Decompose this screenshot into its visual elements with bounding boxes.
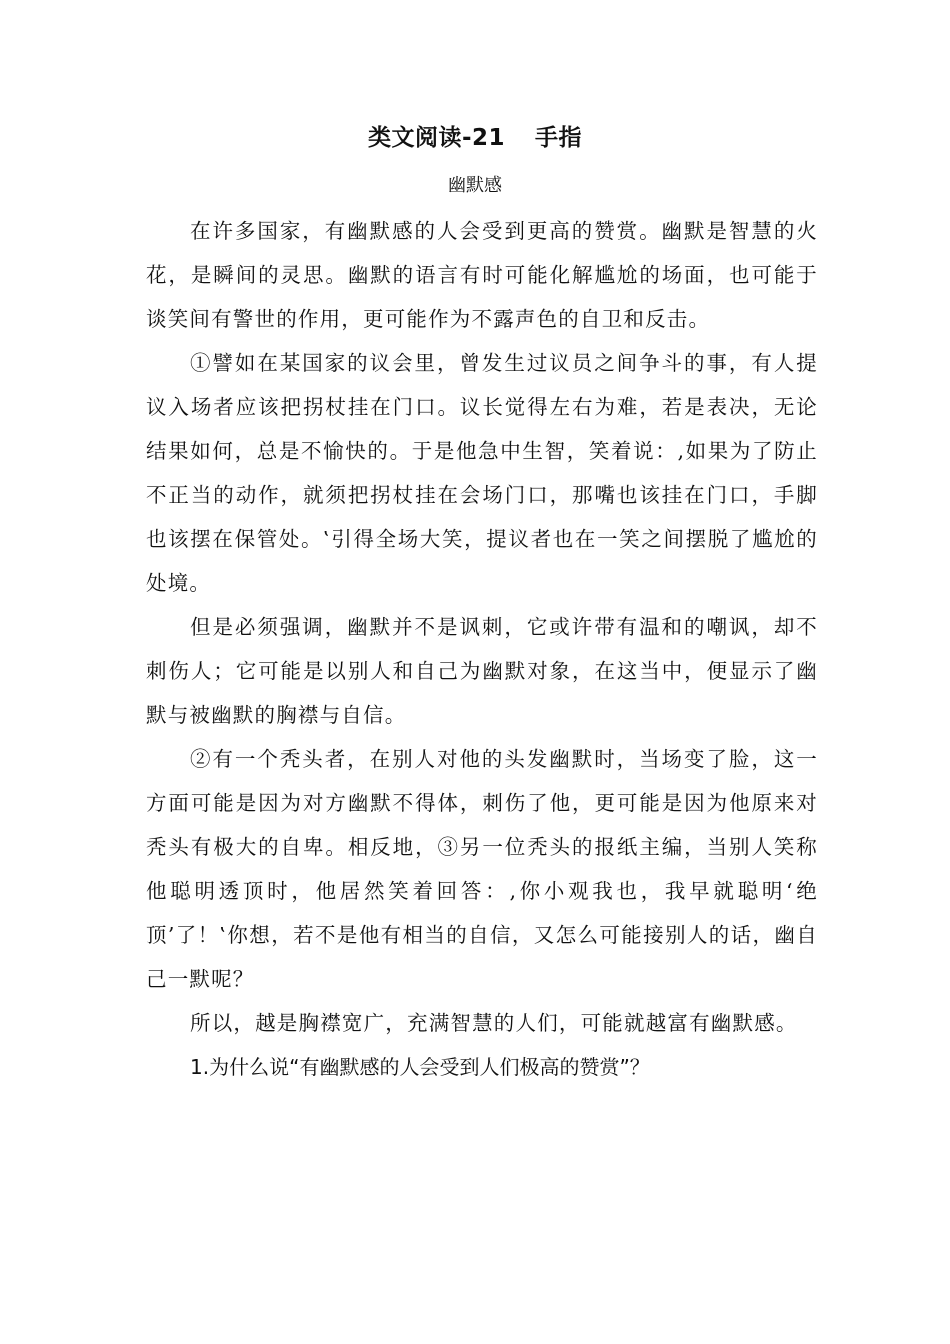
paragraph-example-2: ②有一个秃头者，在别人对他的头发幽默时，当场变了脸，这一方面可能是因为对方幽默不得体，刺伤了他，更可能是因为他原来对秃头有极大的自卑。相反地，③另一位秃头的报纸主编，当别人笑称他聪明透顶时，他居然笑着回答：‚你小观我也，我早就聪明‘绝顶’了！‛你想，若不是他有相当的自信，又怎么可能接别人的话，幽自己一默呢？: [146, 747, 818, 991]
title-main: 类文阅读-21: [367, 125, 506, 151]
paragraph-intro: 在许多国家，有幽默感的人会受到更高的赞赏。幽默是智慧的火花，是瞬间的灵思。幽默的语言有时可能化解尴尬的场面，也可能于谈笑间有警世的作用，更可能作为不露声色的自卫和反击。: [146, 219, 818, 331]
paragraph-conclusion: 所以，越是胸襟宽广，充满智慧的人们，可能就越富有幽默感。: [190, 1011, 798, 1035]
article-body: [146, 209, 818, 1089]
question-1: 1.为什么说“有幽默感的人会受到人们极高的赞赏”？: [190, 1055, 650, 1079]
document-title: [0, 121, 950, 155]
title-sub: 手指: [535, 125, 583, 151]
article-heading: 幽默感: [448, 175, 502, 196]
paragraph-emphasis: 但是必须强调，幽默并不是讽刺，它或许带有温和的嘲讽，却不刺伤人；它可能是以别人和自己为幽默对象，在这当中，便显示了幽默与被幽默的胸襟与自信。: [146, 615, 818, 727]
paragraph-example-1: ①譬如在某国家的议会里，曾发生过议员之间争斗的事，有人提议入场者应该把拐杖挂在门口。议长觉得左右为难，若是表决，无论结果如何，总是不愉快的。于是他急中生智，笑着说：‚如果为了防止不正当的动作，就须把拐杖挂在会场门口，那嘴也该挂在门口，手脚也该摆在保管处。‛引得全场大笑，提议者也在一笑之间摆脱了尴尬的处境。: [146, 351, 818, 595]
